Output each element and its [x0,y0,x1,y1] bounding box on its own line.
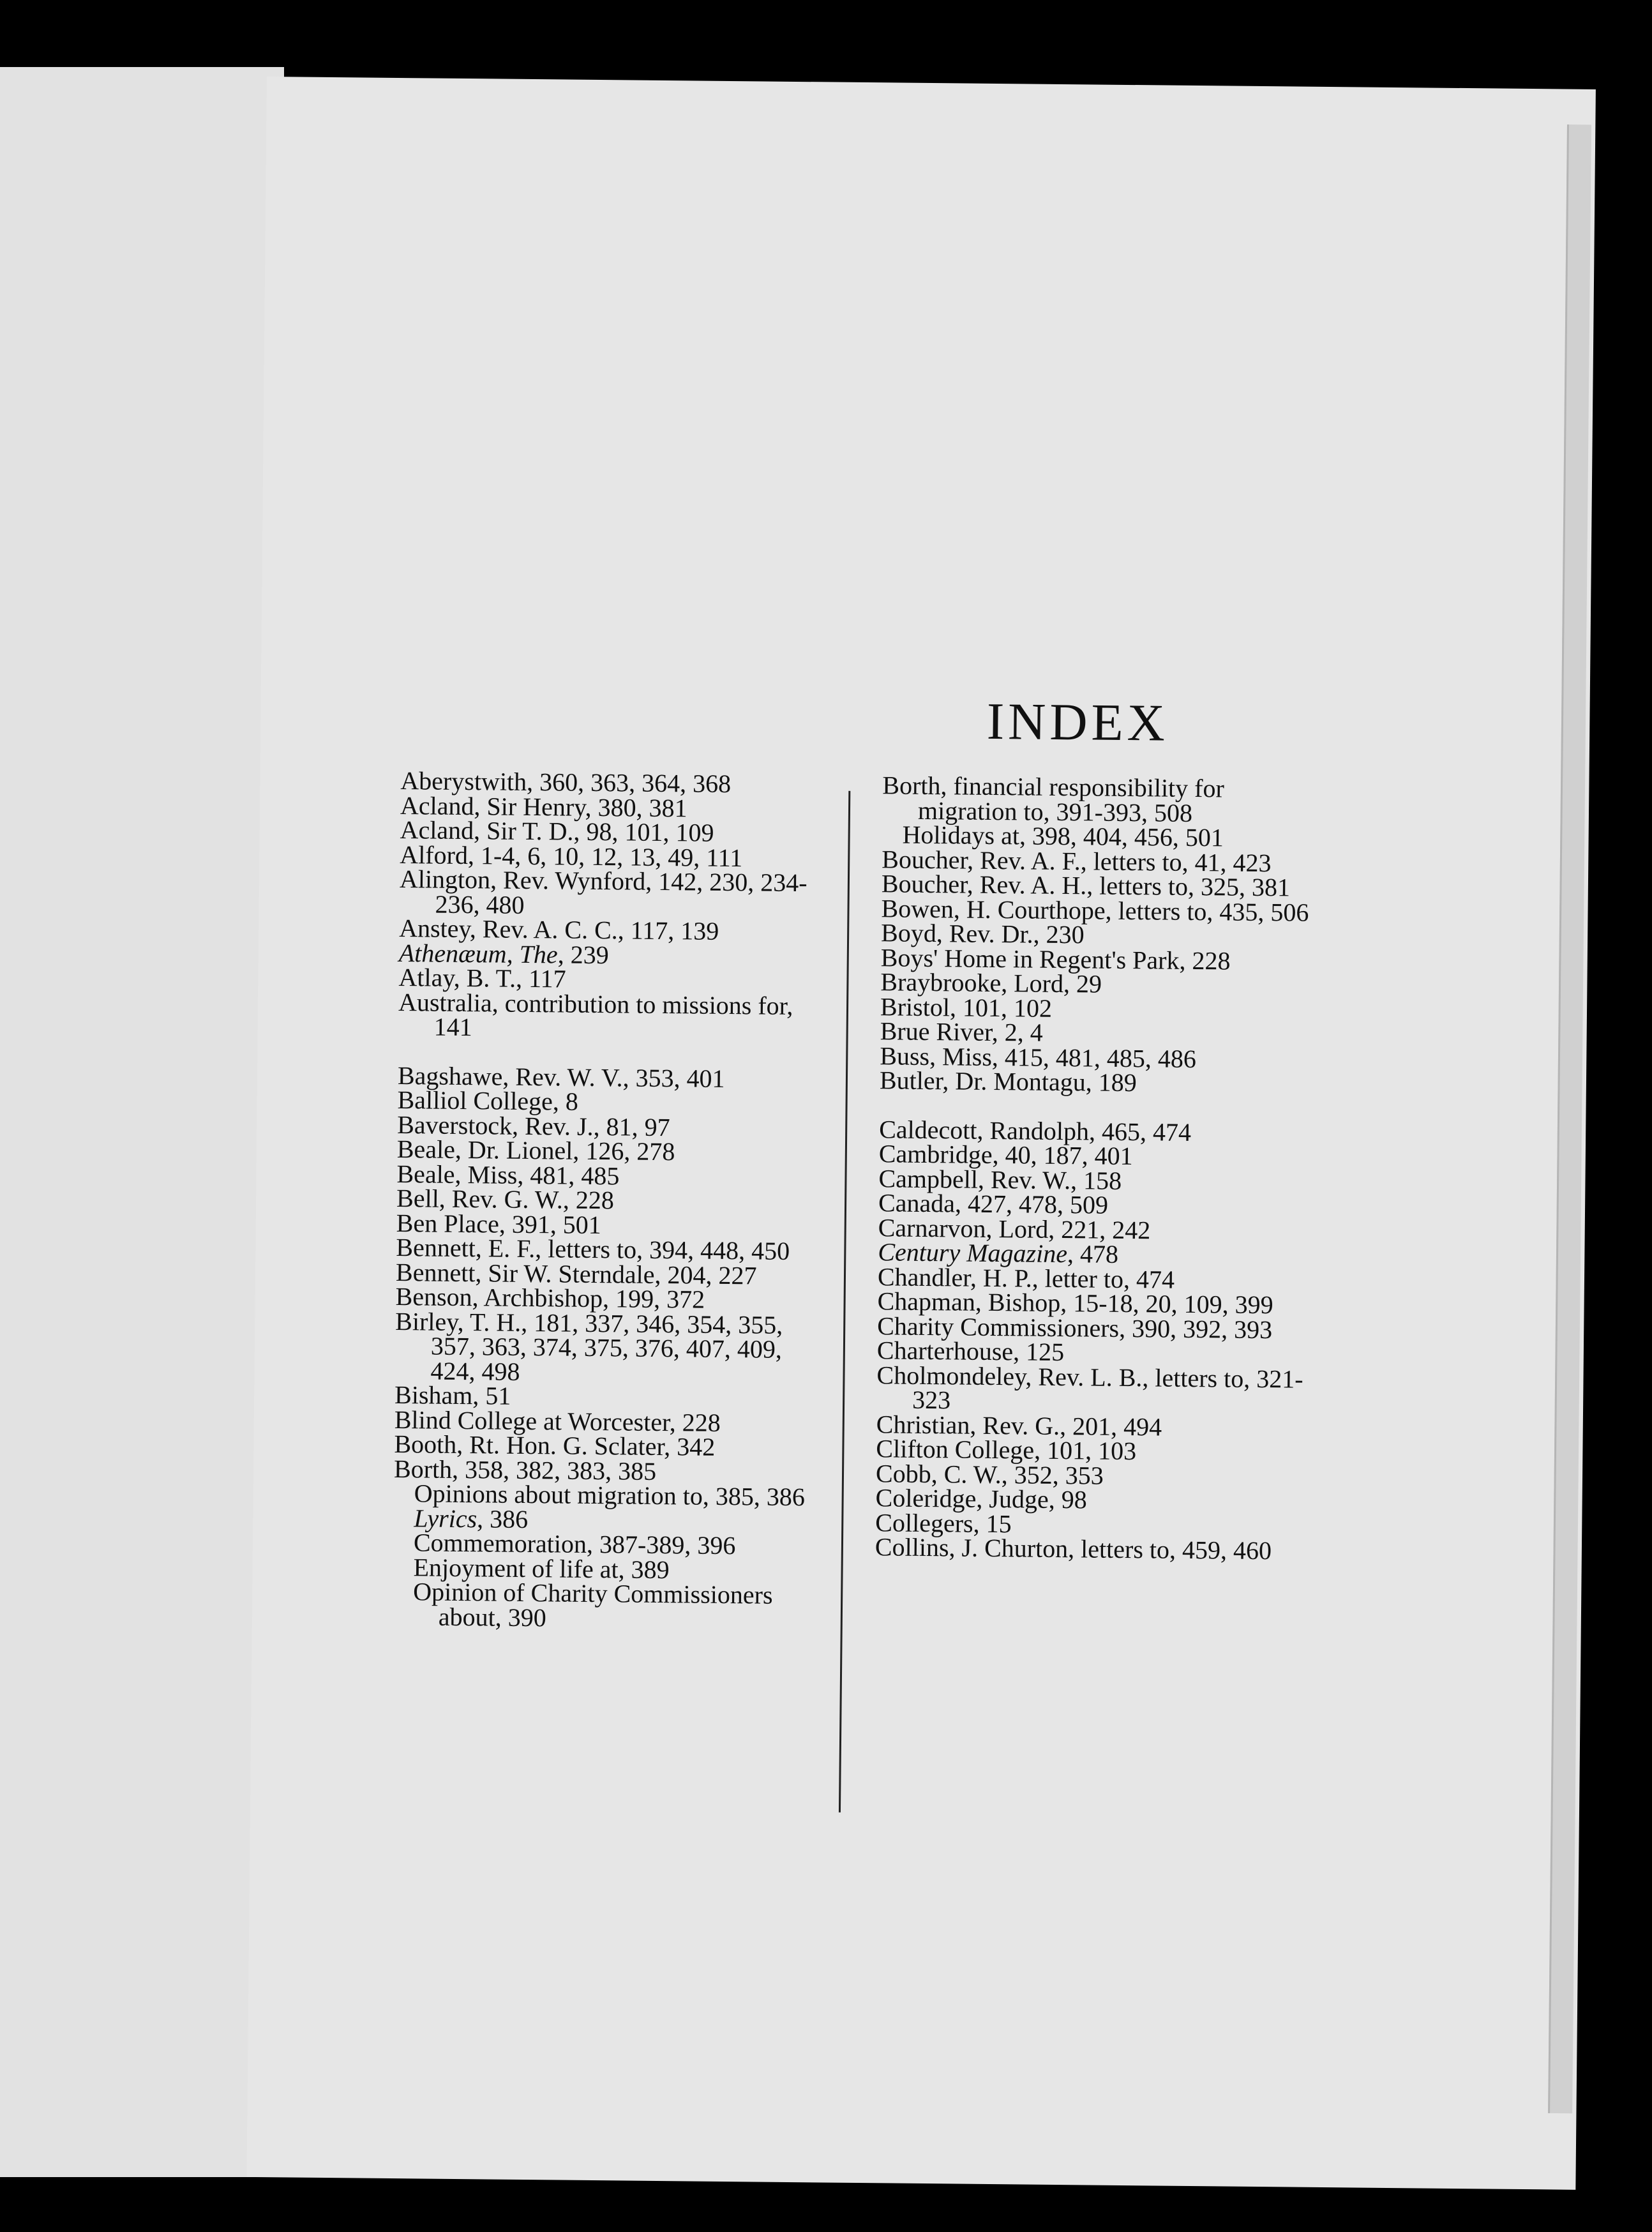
index-entry-text: Collins, J. Churton, letters to, 459, 460 [875,1532,1272,1565]
facing-page [0,67,284,2177]
index-entry-text: Ben Place, 391, 501 [396,1208,602,1239]
index-entry-text: Bagshawe, Rev. W. V., 353, 401 [397,1060,725,1093]
index-entry-text: Boucher, Rev. A. F., letters to, 41, 423 [882,844,1272,877]
index-entry-text: Baverstock, Rev. J., 81, 97 [397,1110,670,1142]
index-entry-text: Aberystwith, 360, 363, 364, 368 [400,766,732,799]
index-entry-text: Boyd, Rev. Dr., 230 [880,918,1085,949]
index-entry [394,1306,816,1387]
index-entry-text: Opinion of Charity Commissioners about, 390 [413,1577,773,1632]
index-entry-text: Braybrooke, Lord, 29 [880,967,1102,999]
index-entry-italic: Athenæum, The [398,938,558,969]
index-entry-text: Campbell, Rev. W., 158 [878,1163,1122,1195]
index-entry-text: Clifton College, 101, 103 [876,1434,1137,1466]
index-entry-text: Brue River, 2, 4 [880,1016,1043,1047]
index-entry-text: Bell, Rev. G. W., 228 [396,1184,615,1215]
index-entry-text: Collegers, 15 [875,1507,1012,1538]
index-entry-text: Opinions about migration to, 385, 386 [414,1479,806,1512]
index-entry [876,1360,1318,1417]
index-entry-text: Christian, Rev. G., 201, 494 [876,1409,1162,1442]
index-column-left [393,766,822,1633]
index-entry-text: Bennett, E. F., letters to, 394, 448, 450 [396,1233,790,1265]
index-entry-text: Boys' Home in Regent's Park, 228 [880,942,1231,976]
index-entry-text: Acland, Sir T. D., 98, 101, 109 [400,815,714,847]
index-entry-text: Charity Commissioners, 390, 392, 393 [877,1311,1273,1344]
index-entry-text: Coleridge, Judge, 98 [875,1483,1087,1514]
index-entry-text: Bristol, 101, 102 [880,992,1053,1023]
index-entry-text: Enjoyment of life at, 389 [413,1552,670,1584]
index-entry-text: Bowen, H. Courthope, letters to, 435, 506 [881,893,1309,927]
index-entry-text: Cambridge, 40, 187, 401 [878,1139,1133,1171]
index-entry-text: , 478 [1067,1239,1119,1269]
index-entry-text: Atlay, B. T., 117 [398,963,566,993]
index-entry [880,1068,1320,1097]
index-entry-text: Beale, Miss, 481, 485 [396,1159,620,1190]
index-entry-text: Australia, contribution to missions for, 141 [398,987,793,1042]
index-entry [398,987,820,1043]
page-title: INDEX [986,691,1169,752]
index-entry-text: Bisham, 51 [394,1380,511,1410]
index-entry-text: Beale, Dr. Lionel, 126, 278 [396,1135,675,1166]
index-entry [875,1532,1316,1565]
index-entry-text: , 386 [476,1504,529,1534]
index-entry-text: Bennett, Sir W. Sterndale, 204, 227 [395,1257,757,1290]
index-entry-text: Charterhouse, 125 [876,1336,1065,1367]
index-entry-text: Chapman, Bishop, 15-18, 20, 109, 399 [877,1286,1273,1320]
index-entry [882,773,1323,827]
index-entry-text: Alington, Rev. Wynford, 142, 230, 234-236, 480 [399,864,807,919]
index-entry-text: Blind College at Worcester, 228 [394,1405,721,1437]
index-entry-italic: Lyrics [414,1503,477,1533]
index-page [246,77,1595,2190]
index-entry-text: Borth, 358, 382, 383, 385 [393,1454,657,1486]
index-entry-text: Carnarvon, Lord, 221, 242 [878,1212,1151,1244]
index-entry-text: Benson, Archbishop, 199, 372 [395,1282,705,1314]
index-entry-text: Caldecott, Randolph, 465, 474 [879,1114,1192,1147]
column-divider [839,791,850,1813]
index-entry-text: Holidays at, 398, 404, 456, 501 [902,820,1224,852]
index-entry-text: Cholmondeley, Rev. L. B., letters to, 321-323 [876,1360,1303,1415]
index-entry-text: Birley, T. H., 181, 337, 346, 354, 355, 357, 363, 374, 375, 376, 407, 409, 424, 498 [395,1306,783,1386]
index-entry-text: Commemoration, 387-389, 396 [413,1528,736,1560]
index-entry-text: Canada, 427, 478, 509 [878,1188,1109,1219]
index-entry-text: Acland, Sir Henry, 380, 381 [400,790,687,822]
index-entry-text: , 239 [557,939,609,969]
index-entry-text: Balliol College, 8 [397,1085,579,1116]
index-entry-text: Borth, financial responsibility for migration to, 391-393, 508 [882,771,1225,827]
index-entry-text: Anstey, Rev. A. C. C., 117, 139 [398,914,719,946]
index-entry-text: Butler, Dr. Montagu, 189 [879,1066,1137,1097]
index-entry-text: Buss, Miss, 415, 481, 485, 486 [880,1041,1197,1073]
index-entry-text: Boucher, Rev. A. H., letters to, 325, 381 [881,869,1291,902]
index-column-right [875,773,1323,1564]
index-entry [399,864,821,920]
index-entry-text: Cobb, C. W., 352, 353 [875,1458,1104,1490]
index-entry-text: Booth, Rt. Hon. G. Sclater, 342 [394,1429,716,1461]
index-entry-text: Alford, 1-4, 6, 10, 12, 13, 49, 111 [400,840,743,872]
index-entry-italic: Century Magazine [878,1237,1068,1269]
index-entry-text: Chandler, H. P., letter to, 474 [877,1262,1175,1294]
index-entry [393,1577,815,1633]
